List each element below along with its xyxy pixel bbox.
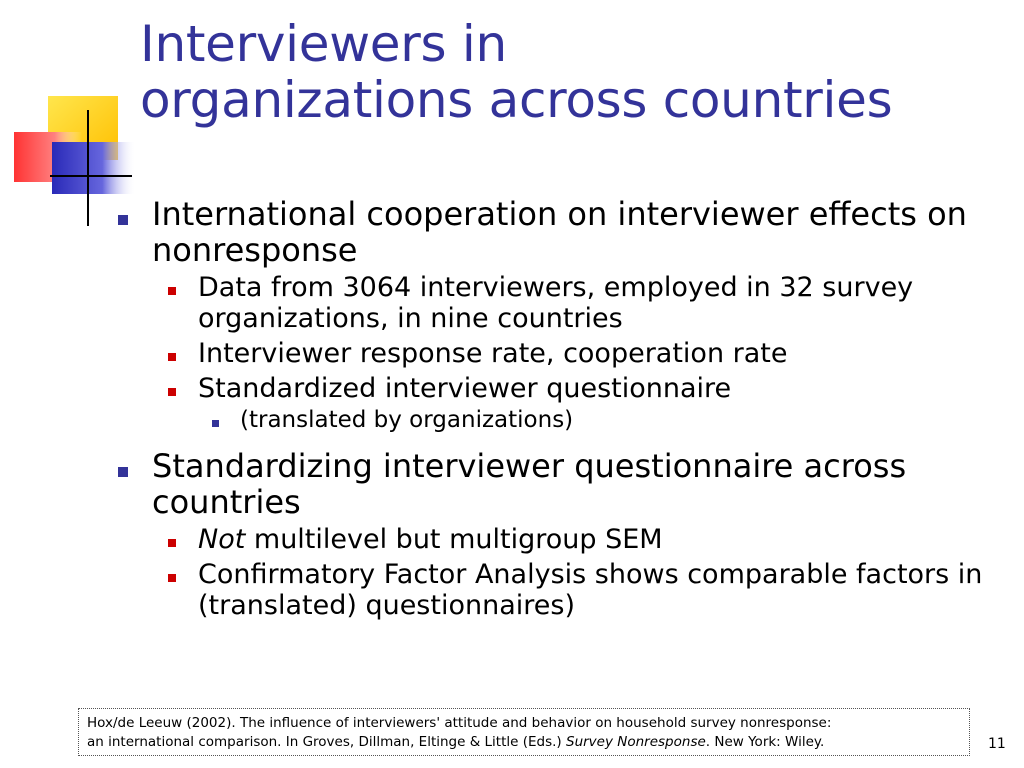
sub-sub-bullet-translated (196, 406, 1004, 434)
citation-text: an international comparison. In Groves, Dillman, Eltinge & Little (Eds.) (87, 734, 566, 750)
square-bullet-icon (168, 287, 176, 295)
sub-bullet-response-rate (152, 338, 1004, 369)
citation-line-1: Hox/de Leeuw (2002). The influence of interviewers' attitude and behavior on household survey nonresponse: (87, 715, 832, 731)
slide-title (140, 16, 892, 128)
square-bullet-icon (168, 539, 176, 547)
citation-book-title: Survey Nonresponse (566, 734, 706, 750)
sub-bullet-text: Interviewer response rate, cooperation rate (198, 338, 788, 369)
square-bullet-icon (168, 353, 176, 361)
sub-bullet-text: multilevel but multigroup SEM (245, 524, 663, 555)
citation-text: . New York: Wiley. (705, 734, 825, 750)
citation-footnote (78, 708, 970, 756)
page-number: 11 (988, 736, 1006, 752)
sub-sub-bullet-text: (translated by organizations) (240, 407, 574, 433)
slide-title-line-1: Interviewers in (140, 15, 507, 73)
sub-bullet-text: Standardized interviewer questionnaire (198, 373, 732, 404)
slide-body (114, 196, 1004, 629)
bullet-text: Standardizing interviewer questionnaire across countries (152, 447, 907, 521)
sub-bullet-data (152, 272, 1004, 334)
square-bullet-icon (168, 388, 176, 396)
sub-bullet-questionnaire (152, 373, 1004, 404)
square-bullet-icon (212, 420, 219, 427)
sub-bullet-text: Confirmatory Factor Analysis shows comparable factors in (translated) questionnaires) (198, 559, 983, 621)
slide-title-line-2: organizations across countries (140, 71, 893, 129)
square-bullet-icon (168, 574, 176, 582)
bullet-international-cooperation (114, 196, 1004, 434)
citation-line-2 (87, 733, 961, 752)
bullet-text: International cooperation on interviewer effects on nonresponse (152, 195, 967, 269)
bullet-standardizing (114, 448, 1004, 621)
square-bullet-icon (118, 467, 128, 477)
emphasis-not: Not (198, 524, 246, 555)
sub-bullet-text: Data from 3064 interviewers, employed in 32 survey organizations, in nine countries (198, 272, 914, 334)
square-bullet-icon (118, 215, 128, 225)
sub-bullet-cfa (152, 559, 1004, 621)
sub-bullet-multigroup-sem (152, 524, 1004, 555)
